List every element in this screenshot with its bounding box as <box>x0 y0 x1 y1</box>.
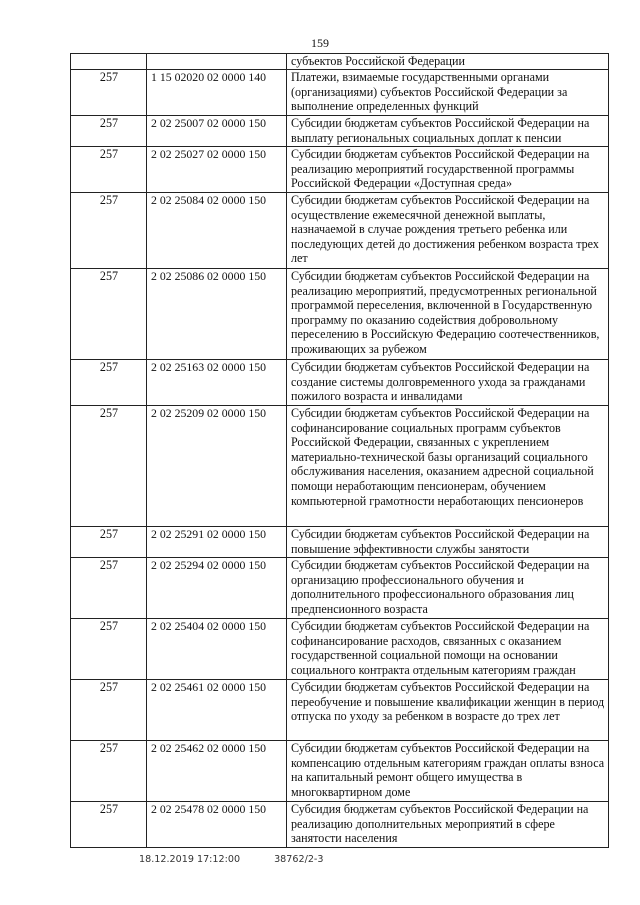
budget-code-cell: 2 02 25478 02 0000 150 <box>147 802 287 848</box>
admin-code-cell: 257 <box>71 193 147 269</box>
table-row <box>71 54 609 70</box>
table-row <box>71 741 609 802</box>
budget-code-cell: 2 02 25209 02 0000 150 <box>147 406 287 527</box>
description-cell: Субсидии бюджетам субъектов Российской Федерации на реализацию мероприятий государственной программы Российской Федерации «Доступная среда» <box>287 147 609 193</box>
description-cell: Субсидии бюджетам субъектов Российской Федерации на переобучение и повышение квалификации женщин в период отпуска по уходу за ребенком в возрасте до трех лет <box>287 680 609 741</box>
description-cell: Субсидии бюджетам субъектов Российской Федерации на компенсацию отдельным категориям граждан оплаты взноса на капитальный ремонт общего имущества в многоквартирном доме <box>287 741 609 802</box>
budget-code-cell: 2 02 25461 02 0000 150 <box>147 680 287 741</box>
table-row <box>71 193 609 269</box>
description-cell: Субсидии бюджетам субъектов Российской Федерации на реализацию мероприятий, предусмотренных региональной программой переселения, включенной в Государственную программу по оказанию содействия добровольному переселению в Российскую Федерацию соотечественников, проживающих за рубежом <box>287 269 609 360</box>
admin-code-cell: 257 <box>71 802 147 848</box>
admin-code-cell: 257 <box>71 558 147 619</box>
document-id: 38762/2-3 <box>274 854 324 865</box>
description-cell: субъектов Российской Федерации <box>287 54 609 70</box>
description-cell: Платежи, взимаемые государственными органами (организациями) субъектов Российской Федерации за выполнение определенных функций <box>287 70 609 116</box>
budget-code-cell: 2 02 25462 02 0000 150 <box>147 741 287 802</box>
description-cell: Субсидии бюджетам субъектов Российской Федерации на выплату региональных социальных доплат к пенсии <box>287 116 609 147</box>
budget-code-cell: 2 02 25294 02 0000 150 <box>147 558 287 619</box>
admin-code-cell: 257 <box>71 70 147 116</box>
table-row <box>71 680 609 741</box>
table-row <box>71 70 609 116</box>
admin-code-cell: 257 <box>71 619 147 680</box>
admin-code-cell: 257 <box>71 269 147 360</box>
table-row <box>71 360 609 406</box>
table-row <box>71 269 609 360</box>
table-row <box>71 406 609 527</box>
print-timestamp: 18.12.2019 17:12:00 <box>139 854 241 865</box>
admin-code-cell: 257 <box>71 406 147 527</box>
budget-code-cell: 2 02 25027 02 0000 150 <box>147 147 287 193</box>
budget-code-cell: 1 15 02020 02 0000 140 <box>147 70 287 116</box>
page-number: 159 <box>311 36 329 50</box>
budget-code-cell: 2 02 25163 02 0000 150 <box>147 360 287 406</box>
budget-code-cell: 2 02 25007 02 0000 150 <box>147 116 287 147</box>
description-cell: Субсидии бюджетам субъектов Российской Федерации на создание системы долговременного ухода за гражданами пожилого возраста и инвалидами <box>287 360 609 406</box>
budget-codes-table <box>70 53 609 848</box>
description-cell: Субсидии бюджетам субъектов Российской Федерации на софинансирование расходов, связанных с оказанием государственной социальной помощи на основании социального контракта отдельным категориям граждан <box>287 619 609 680</box>
admin-code-cell: 257 <box>71 360 147 406</box>
budget-code-cell <box>147 54 287 70</box>
budget-code-cell: 2 02 25084 02 0000 150 <box>147 193 287 269</box>
admin-code-cell <box>71 54 147 70</box>
admin-code-cell: 257 <box>71 116 147 147</box>
table-row <box>71 619 609 680</box>
description-cell: Субсидии бюджетам субъектов Российской Федерации на софинансирование социальных программ субъектов Российской Федерации, связанных с укреплением материально-технической базы организаций социального обслуживания населения, оказанием адресной социальной помощи неработающим пенсионерам, обучением компьютерной грамотности неработающих пенсионеров <box>287 406 609 527</box>
budget-code-cell: 2 02 25291 02 0000 150 <box>147 527 287 558</box>
admin-code-cell: 257 <box>71 741 147 802</box>
description-cell: Субсидии бюджетам субъектов Российской Федерации на осуществление ежемесячной денежной выплаты, назначаемой в случае рождения третьего ребенка или последующих детей до достижения ребенком возраста трех лет <box>287 193 609 269</box>
table-row <box>71 116 609 147</box>
budget-code-cell: 2 02 25404 02 0000 150 <box>147 619 287 680</box>
description-cell: Субсидии бюджетам субъектов Российской Федерации на повышение эффективности службы занятости <box>287 527 609 558</box>
table-row <box>71 802 609 848</box>
description-cell: Субсидии бюджетам субъектов Российской Федерации на организацию профессионального обучения и дополнительного профессионального образования лиц предпенсионного возраста <box>287 558 609 619</box>
table-row <box>71 527 609 558</box>
admin-code-cell: 257 <box>71 527 147 558</box>
description-cell: Субсидия бюджетам субъектов Российской Федерации на реализацию дополнительных мероприятий в сфере занятости населения <box>287 802 609 848</box>
table-row <box>71 558 609 619</box>
admin-code-cell: 257 <box>71 680 147 741</box>
table-row <box>71 147 609 193</box>
print-stamp <box>139 854 324 865</box>
budget-code-cell: 2 02 25086 02 0000 150 <box>147 269 287 360</box>
admin-code-cell: 257 <box>71 147 147 193</box>
